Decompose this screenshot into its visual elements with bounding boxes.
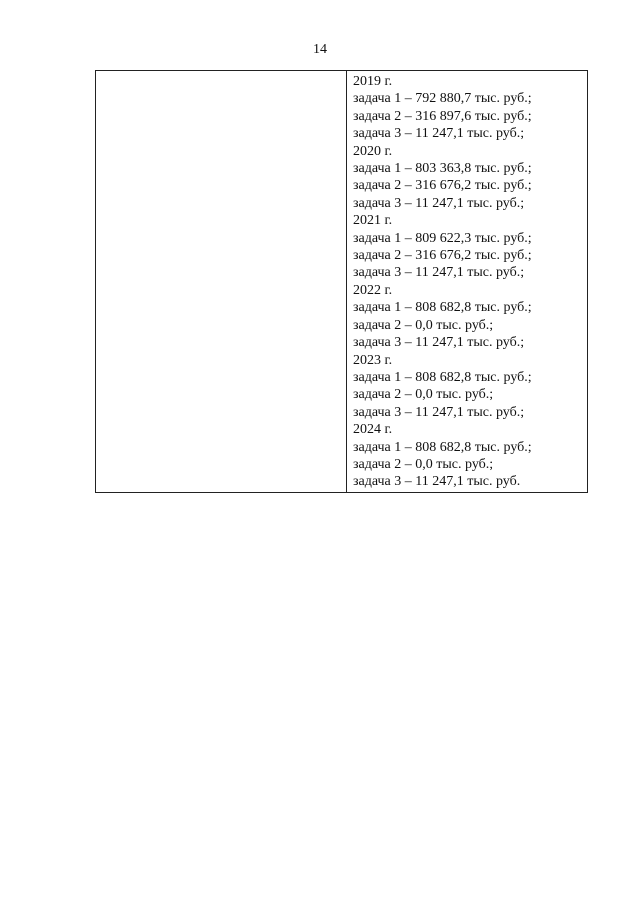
- year-line: 2022 г.: [353, 282, 393, 298]
- task-line: задача 1 – 792 880,7 тыс. руб.;: [353, 91, 532, 107]
- task-line: задача 2 – 316 676,2 тыс. руб.;: [353, 178, 532, 194]
- funding-lines: [347, 71, 587, 492]
- task-line: задача 2 – 316 897,6 тыс. руб.;: [353, 108, 532, 124]
- task-line: задача 1 – 808 682,8 тыс. руб.;: [353, 369, 532, 385]
- funding-table: [95, 70, 588, 493]
- year-line: 2020 г.: [353, 143, 393, 159]
- task-line: задача 3 – 11 247,1 тыс. руб.;: [353, 265, 525, 281]
- table-cell-left: [96, 71, 347, 493]
- year-line: 2021 г.: [353, 213, 393, 229]
- year-line: 2019 г.: [353, 74, 393, 89]
- task-line: задача 1 – 808 682,8 тыс. руб.;: [353, 439, 532, 455]
- year-line: 2024 г.: [353, 422, 393, 438]
- page-number: 14: [313, 42, 327, 57]
- task-line: задача 3 – 11 247,1 тыс. руб.;: [353, 126, 525, 142]
- task-line: задача 2 – 0,0 тыс. руб.;: [353, 317, 494, 333]
- task-line: задача 2 – 0,0 тыс. руб.;: [353, 456, 494, 472]
- task-line: задача 2 – 316 676,2 тыс. руб.;: [353, 248, 532, 264]
- table-row: [96, 71, 588, 493]
- year-line: 2023 г.: [353, 352, 393, 368]
- table-cell-right: [347, 71, 588, 493]
- task-line: задача 1 – 808 682,8 тыс. руб.;: [353, 300, 532, 316]
- task-line: задача 3 – 11 247,1 тыс. руб.: [353, 474, 521, 490]
- task-line: задача 3 – 11 247,1 тыс. руб.;: [353, 195, 525, 211]
- task-line: задача 3 – 11 247,1 тыс. руб.;: [353, 404, 525, 420]
- task-line: задача 3 – 11 247,1 тыс. руб.;: [353, 335, 525, 351]
- task-line: задача 1 – 809 622,3 тыс. руб.;: [353, 230, 532, 246]
- task-line: задача 2 – 0,0 тыс. руб.;: [353, 387, 494, 403]
- task-line: задача 1 – 803 363,8 тыс. руб.;: [353, 161, 532, 177]
